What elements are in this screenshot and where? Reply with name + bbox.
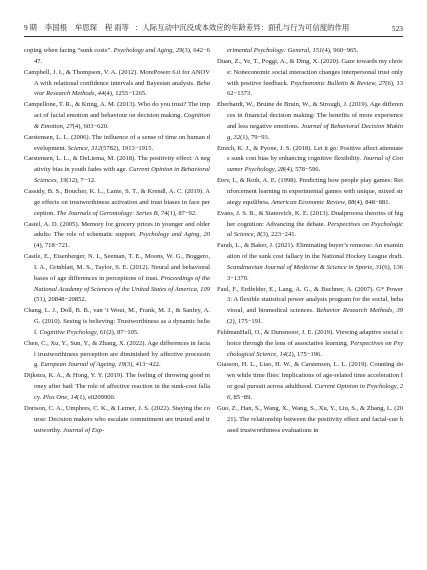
- reference-text: (3), 642−647.: [34, 47, 210, 65]
- reference-text: Faul, F., Erdfelder, E., Lang, A. G., & Buchner, A. (2007). G* Power 3: A flexible statistical power analysis program for the social, behavioral, and biomedical sciences.: [217, 285, 403, 315]
- reference-text: (12), 7−12.: [66, 177, 96, 185]
- reference-text: Guo, Z., Han, S., Wang, X., Wang, S., Xu, Y., Liu, S., & Zhang, L. (2021). The relationship between the positivity effect and facial-cue based trustworthiness evaluations in: [217, 404, 403, 434]
- reference-source: The Journals of Gerontology: Series B, 74: [56, 209, 168, 217]
- reference-source: Current Opinion in Psychology, 26: [227, 383, 403, 401]
- reference-entry: [217, 285, 403, 328]
- reference-source: European Journal of Ageing, 19: [40, 361, 125, 369]
- reference-text: Emich, K. J., & Pyone, J. S. (2018). Let it go: Positive affect attenuates sunk cost bias by enhancing cognitive flexibility.: [217, 144, 403, 163]
- reference-entry: [217, 328, 403, 361]
- reference-entry: [24, 46, 210, 68]
- reference-text: (6), 1362−1373.: [227, 79, 403, 98]
- reference-source: Psychology and Aging, 20: [139, 231, 210, 239]
- reference-source: Plos One, 14: [43, 394, 78, 401]
- reference-source: Journal of Behavioral Decision Making, 32: [227, 122, 404, 141]
- author-3: 程 雨等: [104, 23, 129, 32]
- reference-text: (4), 578−596.: [284, 166, 321, 174]
- reference-source: erimental Psychology: General, 151: [227, 47, 323, 54]
- reference-entry: [24, 220, 210, 253]
- reference-columns: [24, 46, 403, 436]
- reference-text: Dorison, C. A., Umphres, C. K., & Lerner, J. S. (2022). Staying the course: Decision makers who escalate commitment are trusted and trustworthy.: [24, 404, 210, 434]
- reference-source: Cognitive Psychology, 61: [39, 328, 107, 336]
- reference-text: (1), 79−93.: [240, 133, 270, 141]
- reference-text: Eberhardt, W., Bruine de Bruin, W., & Strough, J. (2019). Age differences in financial decision making: The benefits of more experience and less negative emotions.: [217, 101, 403, 130]
- reference-text: Duan, Z., Ye, T., Poggi, A., & Ding, X. (2020). Gaze towards my choice: Noneconomic social interaction changes interpersonal trust only with positive feedback.: [217, 57, 403, 87]
- reference-entry: [217, 144, 403, 177]
- reference-entry: [217, 404, 403, 437]
- reference-text: Castel, A. D. (2005). Memory for grocery prices in younger and older adults: The role of schematic support.: [24, 220, 210, 239]
- reference-entry: [217, 360, 403, 403]
- reference-source: Behavior Research Methods, 39: [316, 307, 403, 315]
- reference-entry: [217, 46, 403, 57]
- header-left: 9 期 李国根 牟思琛 程 雨等 ：人际互动中沉没成本效应的年龄差异：面孔与行为可信度的作用: [24, 23, 350, 32]
- reference-source: Psychonomic Bulletin & Review, 27: [290, 79, 386, 87]
- reference-text: Erev, I., & Roth, A. E. (1998). Predicting how people play games: Reinforcement learning in experimental games with unique, mixed strategy equilibria.: [217, 177, 403, 206]
- author-2: 牟思琛: [74, 23, 98, 32]
- reference-text: Chen, C., Xu, Y., Sun, Y., & Zhang, X. (2022). Age differences in facial trustworthiness perception are diminished by affective processing.: [24, 339, 210, 369]
- reference-text: (1), e0209900.: [77, 394, 116, 401]
- reference-entry: [24, 187, 210, 220]
- reference-source: Scandinavian Journal of Medicine & Science in Sports, 31: [227, 263, 383, 271]
- left-column: [24, 46, 210, 436]
- reference-source: Proceedings of the National Academy of Sciences of the United States of America, 109: [34, 274, 210, 293]
- reference-text: (2), 87−105.: [106, 328, 139, 336]
- reference-text: Campellone, T. R., & Kring, A. M. (2013). Who do you trust? The impact of facial emotion and behaviour on decision making.: [24, 101, 210, 120]
- reference-text: Carstensen, L. L., & DeLiema, M. (2018). The positivity effect: A negativity bias in youth fades with age.: [24, 155, 210, 174]
- reference-text: Farah, L., & Baker, J. (2021). Eliminating buyer’s remorse: An examination of the sunk cost fallacy in the National Hockey League draft.: [217, 242, 403, 261]
- reference-entry: [24, 306, 210, 339]
- reference-text: (3), 413−422.: [124, 361, 161, 369]
- reference-source: Psychology and Aging, 29: [113, 47, 183, 54]
- running-header: [24, 22, 403, 37]
- reference-text: (3), 223−241.: [260, 231, 297, 239]
- reference-text: (51), 20848−20852.: [34, 296, 87, 304]
- reference-entry: [24, 371, 210, 404]
- reference-text: (5782), 1913−1915.: [100, 144, 154, 152]
- reference-text: (4), 603−620.: [72, 122, 109, 130]
- reference-text: (1), 87−92.: [167, 209, 197, 217]
- reference-text: , 85−89.: [230, 394, 252, 401]
- reference-entry: [24, 133, 210, 155]
- page-number: 523: [391, 24, 403, 33]
- reference-text: (4), 960−965.: [322, 47, 359, 54]
- reference-source: Perspectives on Psychological Science, 14: [227, 339, 403, 358]
- reference-text: (4), 718−721.: [34, 242, 70, 250]
- reference-text: Carstensen, L. L. (2006). The influence of a sense of time on human development.: [24, 133, 210, 152]
- reference-source: Science, 312: [67, 144, 101, 152]
- reference-entry: [217, 241, 403, 284]
- reference-entry: [24, 68, 210, 101]
- article-title: 人际互动中沉没成本效应的年龄差异：面孔与行为可信度的作用: [142, 23, 350, 32]
- reference-text: (4), 1255−1265.: [104, 90, 147, 98]
- reference-entry: [24, 100, 210, 133]
- reference-entry: [24, 154, 210, 187]
- reference-text: Giasson, H. L., Liao, H. W., & Carstensen, L. L. (2019). Counting down while time flies: Implications of age-related time acceleration for goal pursuit across adulthood.: [217, 361, 403, 391]
- reference-text: Castle, E., Eisenberger, N. I., Seeman, T. E., Moons, W. G., Boggero, I. A., Grinblatt, M. S., Taylor, S. E. (2012). Neural and behavioral bases of age differences in perceptions of trust.: [24, 253, 210, 282]
- reference-source: American Economic Review, 88: [271, 198, 355, 206]
- reference-text: Chang, L. J., Doll, B. B., van ’t Wout, M., Frank, M. J., & Sanfey, A. G. (2010). Seeing is believing: Trustworthiness as a dynamic belief.: [24, 307, 210, 336]
- reference-text: (2), 175−191.: [227, 318, 263, 326]
- reference-source: Perspectives on Psychological Science, 8: [227, 220, 403, 239]
- reference-text: (2), 175−196.: [286, 350, 322, 358]
- issue-number: 9 期: [24, 23, 37, 32]
- reference-entry: [217, 100, 403, 143]
- reference-text: Evans, J. S. B., & Stanovich, K. E. (2013). Dualprocess theories of higher cognition: Advancing the debate.: [217, 209, 403, 228]
- reference-entry: [24, 252, 210, 306]
- reference-entry: [217, 209, 403, 242]
- reference-entry: [24, 404, 210, 437]
- right-column: [217, 46, 403, 436]
- reference-text: (4), 848−881.: [354, 198, 391, 206]
- reference-text: FeldmanHall, O., & Dunsmoor, J. E. (2019). Viewing adaptive social choice through the lens of associative learning.: [217, 328, 403, 347]
- reference-source: Journal of Consumer Psychology, 28: [227, 155, 403, 174]
- reference-text: Campbell, J. I., & Thompson, V. A. (2012). MorePower 6.0 for ANOVA with relational confidence intervals and Bayesian analysis.: [24, 68, 210, 87]
- reference-entry: [217, 176, 403, 209]
- reference-text: Dijkstra, K. A., & Hong, Y. Y. (2019). The feeling of throwing good money after bad: The role of affective reaction in the sunk-cost fallacy.: [24, 372, 210, 401]
- reference-text: (6), 1363−1370.: [227, 263, 404, 282]
- reference-source: Behavior Research Methods, 44: [34, 79, 210, 98]
- reference-text: Cassidy, B. S., Boucher, K. L., Lanie, S. T., & Krendl, A. C. (2019). Age effects on trustworthiness activation and trust biases in face perception.: [24, 187, 210, 217]
- reference-source: Cognition & Emotion, 27: [34, 112, 210, 130]
- reference-text: coping when facing “sunk costs”.: [24, 47, 114, 54]
- reference-source: Current Opinion in Behavioral Sciences, 19: [34, 166, 210, 185]
- reference-source: Journal of Exp-: [63, 426, 105, 434]
- reference-entry: [217, 57, 403, 100]
- author-1: 李国根: [44, 23, 67, 32]
- reference-entry: [24, 339, 210, 372]
